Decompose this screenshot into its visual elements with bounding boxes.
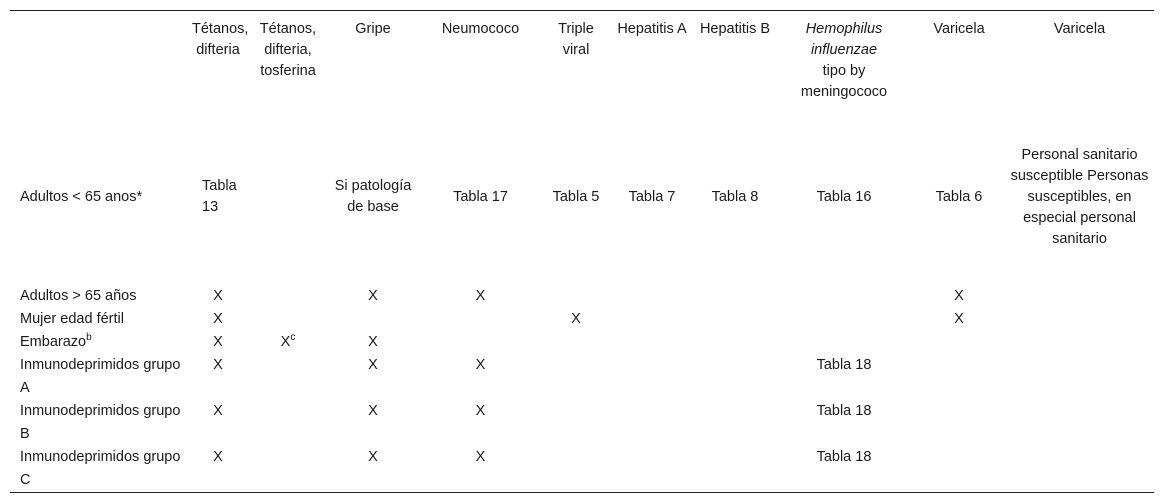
cell: Tabla 5: [552, 188, 600, 205]
header-row: [10, 11, 1154, 110]
cell: X: [954, 311, 964, 327]
cell: [775, 331, 913, 354]
cell: [1005, 285, 1154, 308]
header-tetanos-difteria: Tétanos, difteria: [192, 21, 249, 58]
cell: X: [213, 311, 223, 327]
cell: [418, 331, 543, 354]
cell: [328, 308, 418, 331]
cell: X: [213, 357, 223, 373]
cell: Si patología de base: [334, 178, 412, 215]
cell: X: [475, 357, 486, 373]
cell: X: [213, 334, 223, 350]
cell: Tabla 18: [816, 449, 872, 465]
footnote-marker: c: [290, 332, 296, 344]
header-hepatitis-b: Hepatitis B: [699, 21, 771, 37]
cell: [248, 308, 328, 331]
cell: [543, 400, 609, 446]
cell: Tabla 18: [816, 403, 872, 419]
row-label: Inmunodeprimidos grupo A: [20, 357, 181, 396]
cell: [543, 331, 609, 354]
cell: [695, 446, 775, 493]
cell: Tabla 7: [628, 188, 676, 205]
cell: X: [475, 449, 486, 465]
cell: [248, 109, 328, 285]
footnote-marker: b: [86, 332, 92, 344]
header-hemophilus-italic: Hemophilus influenzae: [805, 21, 883, 58]
cell: [609, 308, 695, 331]
cell: [248, 354, 328, 400]
cell: [913, 400, 1005, 446]
cell: [1005, 400, 1154, 446]
table-row: [10, 109, 1154, 285]
table-row: [10, 285, 1154, 308]
cell: [913, 446, 1005, 493]
cell: [1005, 446, 1154, 493]
cell: [775, 308, 913, 331]
vaccination-table: [10, 10, 1154, 493]
row-label: [10, 331, 188, 354]
header-gripe: Gripe: [355, 21, 391, 37]
cell: [543, 285, 609, 308]
cell: Tabla 17: [453, 188, 508, 205]
cell: Tabla 13: [202, 178, 237, 215]
cell: [695, 354, 775, 400]
header-hepatitis-a: Hepatitis A: [617, 21, 687, 37]
cell: Tabla 18: [816, 357, 872, 373]
header-neumococo: Neumococo: [441, 21, 520, 37]
cell-text: X: [280, 334, 291, 350]
table-row: [10, 354, 1154, 400]
cell: [1005, 354, 1154, 400]
cell: X: [213, 403, 223, 419]
header-varicela-1: Varicela: [933, 21, 985, 37]
row-label: Inmunodeprimidos grupo B: [20, 403, 181, 442]
cell: X: [213, 449, 223, 465]
cell: [695, 285, 775, 308]
cell: [913, 354, 1005, 400]
cell: [248, 331, 328, 354]
row-label: Mujer edad fértil: [20, 311, 124, 327]
table-row: [10, 331, 1154, 354]
cell: [695, 308, 775, 331]
row-label: Adultos > 65 años: [20, 288, 137, 304]
cell: [609, 331, 695, 354]
header-varicela-2: Varicela: [1053, 21, 1106, 37]
table-row: [10, 400, 1154, 446]
cell: [913, 331, 1005, 354]
cell: X: [368, 334, 378, 350]
table-row: [10, 446, 1154, 493]
cell: [248, 285, 328, 308]
cell: Personal sanitario susceptible Personas susceptibles, en especial personal sanitario: [1010, 146, 1149, 247]
cell: Tabla 8: [711, 188, 759, 205]
cell: Tabla 6: [935, 188, 983, 205]
cell: [543, 446, 609, 493]
cell: [1005, 331, 1154, 354]
cell: [1005, 308, 1154, 331]
cell: [418, 308, 543, 331]
cell: [248, 446, 328, 493]
row-label: Adultos < 65 anos*: [20, 188, 143, 205]
cell: X: [368, 357, 378, 373]
header-triple-viral: Triple viral: [558, 21, 594, 58]
cell: X: [368, 288, 378, 304]
cell: X: [368, 449, 378, 465]
cell: [609, 354, 695, 400]
header-hemophilus-rest: tipo by meningococo: [800, 63, 888, 100]
cell: X: [213, 288, 223, 304]
cell: X: [954, 288, 964, 304]
cell: [543, 354, 609, 400]
header-empty: [10, 11, 188, 110]
cell: [775, 285, 913, 308]
header-tetanos-difteria-tosferina: Tétanos, difteria, tosferina: [259, 21, 317, 79]
cell: [609, 285, 695, 308]
cell: [695, 331, 775, 354]
row-label: Inmunodeprimidos grupo C: [20, 449, 181, 488]
cell: X: [368, 403, 378, 419]
row-label-text: Embarazo: [20, 334, 87, 350]
cell: X: [571, 311, 581, 327]
cell: X: [475, 403, 486, 419]
header-hemophilus: [775, 11, 913, 110]
cell: [609, 446, 695, 493]
table-row: [10, 308, 1154, 331]
cell: [609, 400, 695, 446]
cell: X: [475, 288, 486, 304]
cell: [695, 400, 775, 446]
cell: Tabla 16: [816, 188, 872, 205]
cell: [248, 400, 328, 446]
